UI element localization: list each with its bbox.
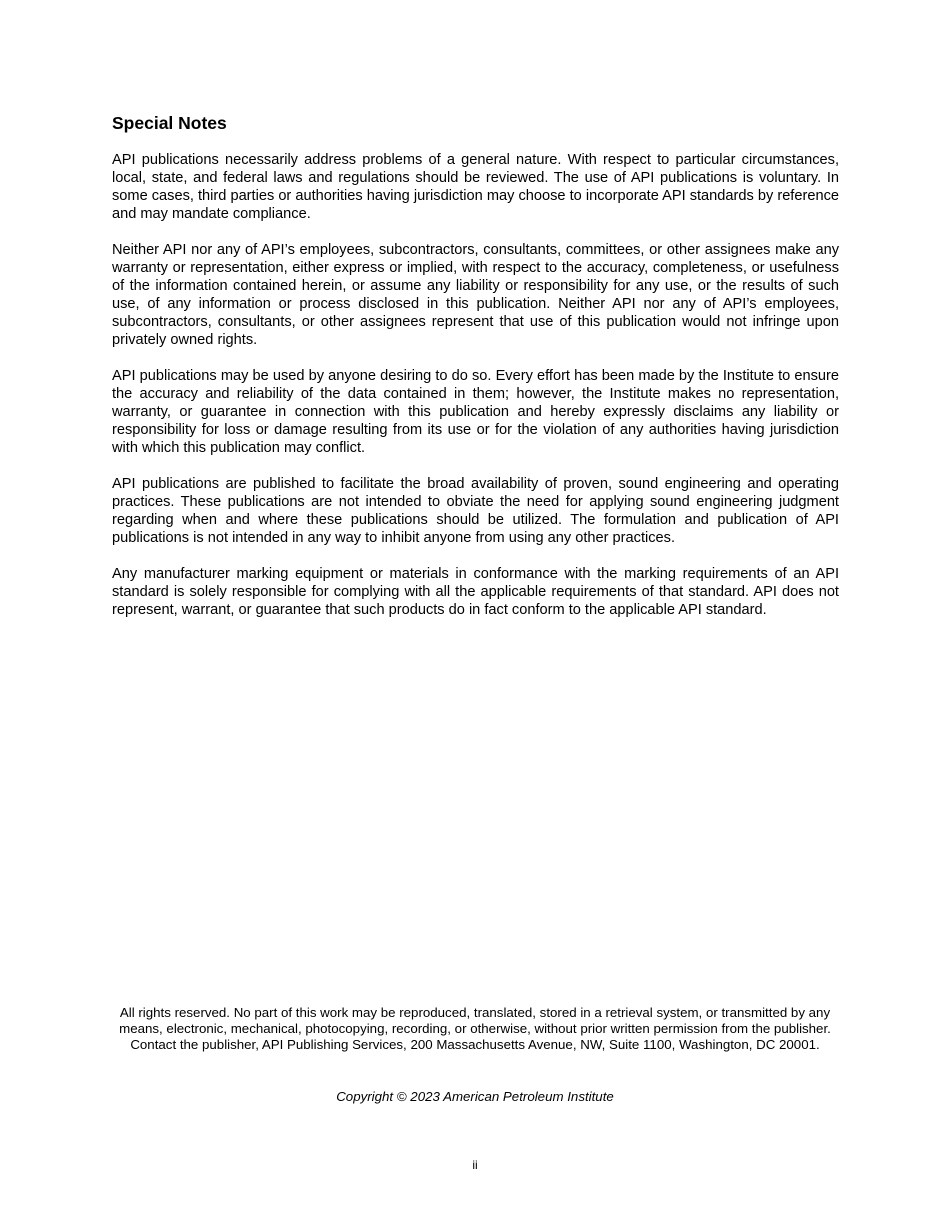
rights-notice: All rights reserved. No part of this work may be reproduced, translated, stored in a retrieval system, or transmitted by any means, electronic, mechanical, photocopying, recording, or otherwise, without prior written permission from the publisher. Contact the publisher, API Publishing Services, 200 Massachusetts Avenue, NW, Suite 1100, Washington, DC 20001. bbox=[119, 1005, 831, 1053]
paragraph-manufacturer-marking: Any manufacturer marking equipment or materials in conformance with the marking requirements of an API standard is solely responsible for complying with all the applicable requirements of that standard. API does not represent, warrant, or guarantee that such products do in fact conform to the applicable API standard. bbox=[112, 566, 839, 618]
page-number: ii bbox=[472, 1158, 478, 1172]
section-title: Special Notes bbox=[112, 113, 227, 133]
paragraph-warranty-disclaimer: Neither API nor any of API’s employees, subcontractors, consultants, committees, or other assignees make any warranty or representation, either express or implied, with respect to the accuracy, completeness, or usefulness of the information contained herein, or assume any liability or responsibility for any use, or the results of such use, of any information or process disclosed in this publication. Neither API nor any of API’s employees, subcontractors, consultants, or other assignees represent that use of this publication would not infringe upon privately owned rights. bbox=[112, 242, 839, 348]
paragraph-liability-disclaimer: API publications may be used by anyone desiring to do so. Every effort has been made by the Institute to ensure the accuracy and reliability of the data contained in them; however, the Institute makes no representation, warranty, or guarantee in connection with this publication and hereby expressly disclaims any liability or responsibility for loss or damage resulting from its use or for the violation of any authorities having jurisdiction with which this publication may conflict. bbox=[112, 368, 839, 456]
paragraph-purpose: API publications are published to facilitate the broad availability of proven, sound engineering and operating practices. These publications are not intended to obviate the need for applying sound engineering judgment regarding when and where these publications should be utilized. The formulation and publication of API publications is not intended in any way to inhibit anyone from using any other practices. bbox=[112, 476, 839, 546]
copyright-line: Copyright © 2023 American Petroleum Institute bbox=[336, 1089, 614, 1104]
paragraph-voluntary-use: API publications necessarily address problems of a general nature. With respect to particular circumstances, local, state, and federal laws and regulations should be reviewed. The use of API publications is voluntary. In some cases, third parties or authorities having jurisdiction may choose to incorporate API standards by reference and may mandate compliance. bbox=[112, 152, 839, 222]
special-notes-body bbox=[112, 151, 839, 637]
